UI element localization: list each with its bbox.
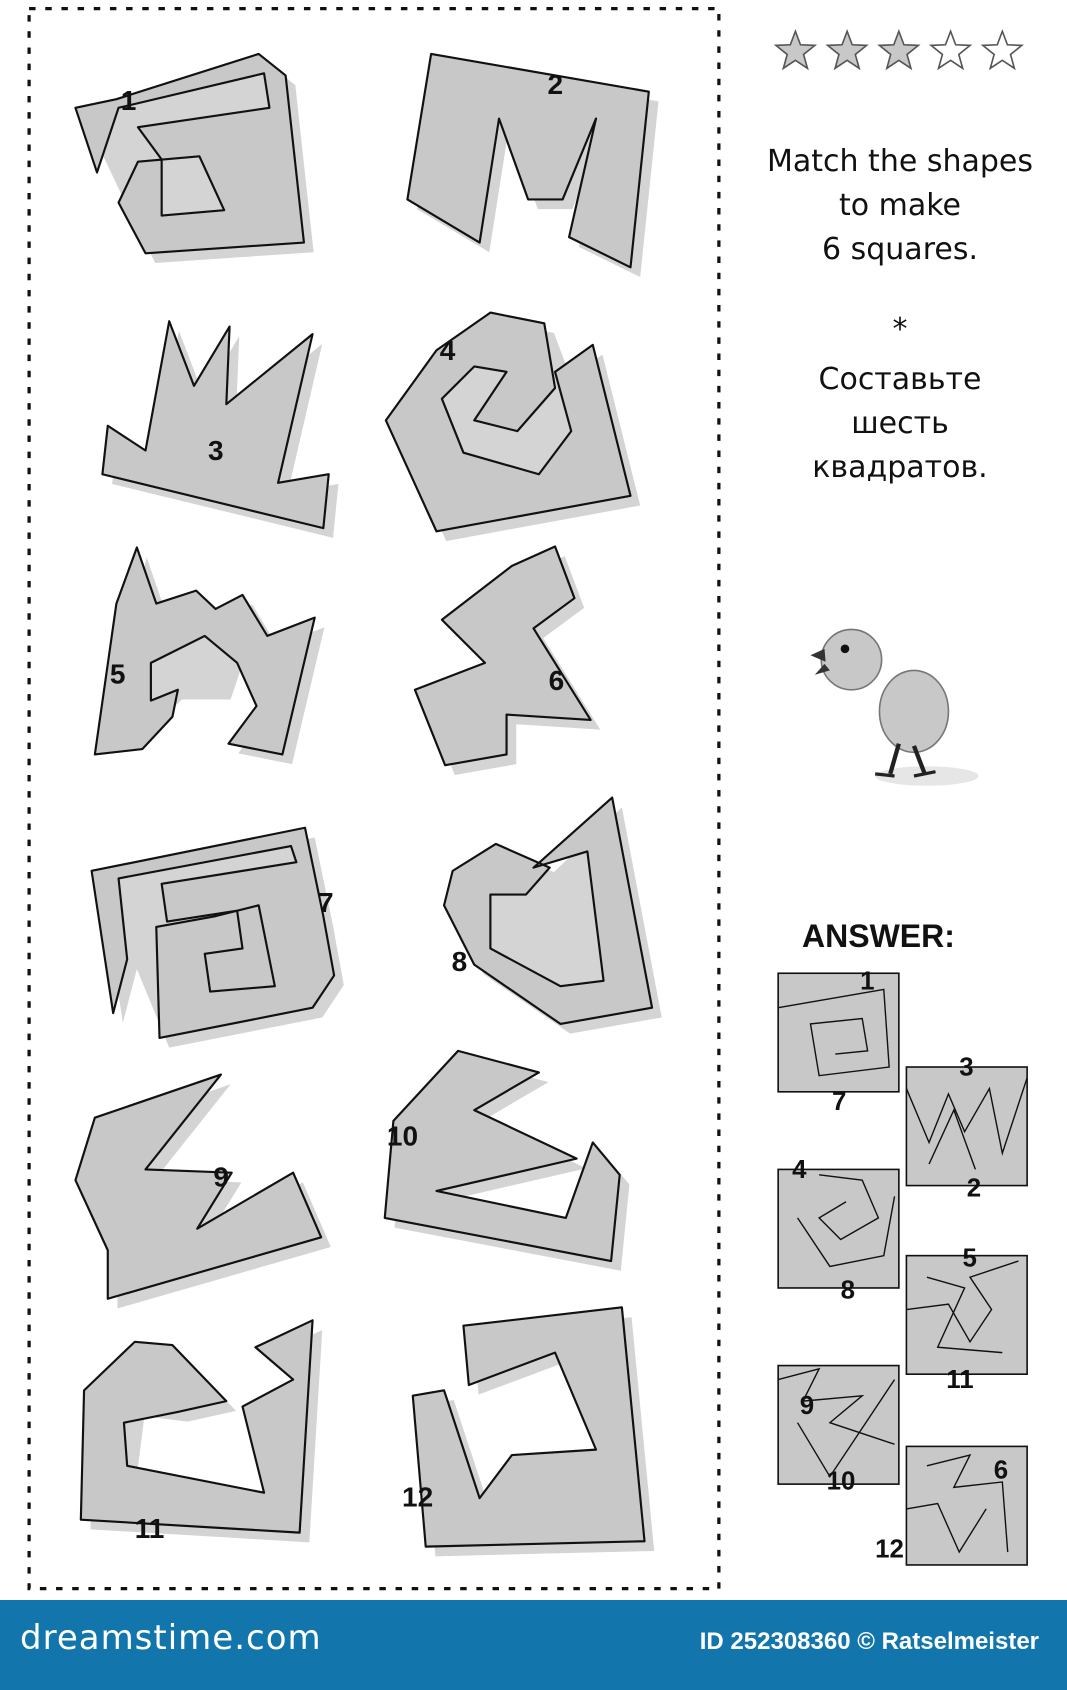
instructions-english: Match the shapes to make 6 squares. xyxy=(766,144,1033,267)
svg-text:6: 6 xyxy=(993,1456,1009,1485)
star-filled-icon xyxy=(828,31,867,68)
shape-8[interactable] xyxy=(444,798,662,1034)
shape-2[interactable] xyxy=(407,54,658,277)
shape-4[interactable] xyxy=(386,313,640,541)
star-filled-icon xyxy=(879,31,918,68)
svg-text:9: 9 xyxy=(799,1392,815,1421)
star-empty-icon xyxy=(983,31,1022,68)
dreamstime-logo[interactable]: dreamstime.com xyxy=(20,1618,322,1658)
svg-text:11: 11 xyxy=(946,1366,974,1395)
svg-text:10: 10 xyxy=(826,1467,856,1496)
svg-text:5: 5 xyxy=(962,1244,977,1273)
star-filled-icon xyxy=(776,31,815,68)
instructions-separator: * xyxy=(892,312,908,347)
star-empty-icon xyxy=(931,31,970,68)
svg-text:1: 1 xyxy=(860,967,875,996)
shape-label-12: 12 xyxy=(402,1481,434,1513)
answer-4-8 xyxy=(778,1156,899,1305)
svg-text:12: 12 xyxy=(875,1535,904,1564)
shape-11[interactable] xyxy=(81,1320,322,1545)
shape-label-10: 10 xyxy=(386,1120,419,1152)
shape-label-2: 2 xyxy=(547,68,564,100)
shape-label-3: 3 xyxy=(208,435,224,467)
svg-text:8: 8 xyxy=(840,1276,856,1305)
shape-6[interactable] xyxy=(415,546,600,774)
chick-illustration xyxy=(810,629,978,785)
answer-9-10 xyxy=(778,1366,899,1496)
shape-5[interactable] xyxy=(95,548,325,765)
difficulty-rating xyxy=(776,31,1022,68)
svg-text:2: 2 xyxy=(966,1174,982,1203)
shape-9[interactable] xyxy=(75,1075,330,1309)
answer-heading: ANSWER: xyxy=(802,918,955,954)
image-credit: ID 252308360 © Ratselmeister xyxy=(699,1628,1039,1655)
svg-text:7: 7 xyxy=(832,1088,847,1117)
answer-1-7 xyxy=(778,967,899,1116)
shape-12[interactable] xyxy=(413,1307,654,1556)
shape-label-1: 1 xyxy=(120,84,137,116)
shape-label-6: 6 xyxy=(548,664,565,696)
svg-text:4: 4 xyxy=(792,1156,807,1185)
shape-10[interactable] xyxy=(385,1051,630,1271)
answer-5-11 xyxy=(906,1244,1027,1394)
shape-1[interactable] xyxy=(75,54,313,263)
shape-label-4: 4 xyxy=(439,334,456,366)
footer-banner xyxy=(0,1600,1067,1690)
answer-3-2 xyxy=(906,1054,1027,1203)
shape-7[interactable] xyxy=(92,828,344,1048)
shape-label-11: 11 xyxy=(134,1513,165,1545)
shape-label-8: 8 xyxy=(451,946,468,978)
svg-text:3: 3 xyxy=(959,1053,974,1082)
instructions-russian: Составьте шесть квадратов. xyxy=(812,362,988,485)
shape-label-5: 5 xyxy=(109,658,126,690)
shape-label-7: 7 xyxy=(317,886,334,918)
shape-label-9: 9 xyxy=(213,1161,229,1193)
shape-3[interactable] xyxy=(102,321,338,538)
